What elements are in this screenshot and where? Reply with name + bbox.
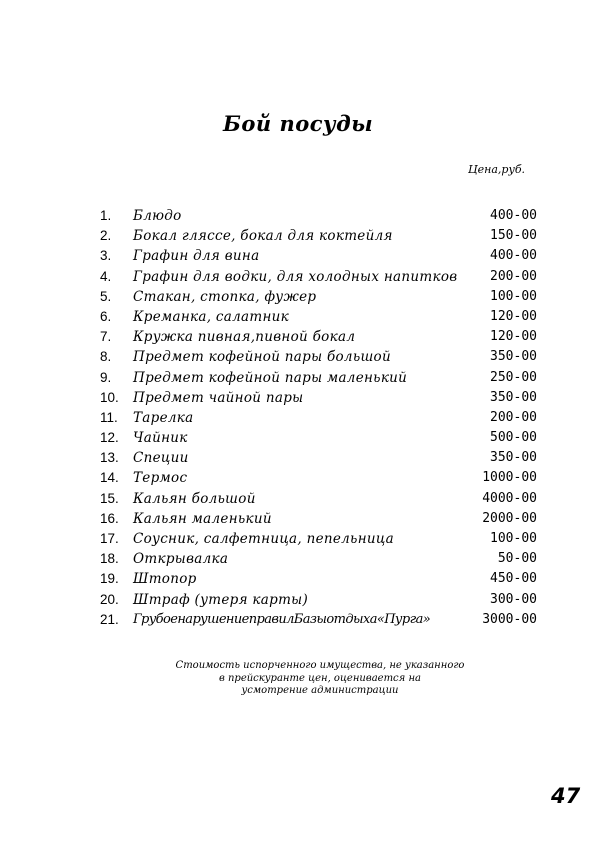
item-price: 100-00	[490, 288, 537, 304]
item-name: Блюдо	[133, 208, 182, 224]
item-number: 9.	[100, 369, 112, 385]
item-name: Графин для вина	[133, 248, 260, 265]
item-name: Штопор	[133, 571, 197, 588]
list-item	[100, 408, 537, 428]
item-price: 1000-00	[482, 470, 537, 486]
item-name: Кальян маленький	[133, 510, 272, 527]
item-price: 250-00	[490, 369, 537, 385]
footnote	[120, 660, 520, 698]
item-name: Чайник	[133, 430, 188, 447]
item-number: 19.	[100, 571, 119, 587]
item-name: Открывалка	[133, 551, 229, 568]
item-number: 8.	[100, 349, 112, 365]
item-name: Соусник, салфетница, пепельница	[133, 531, 394, 547]
list-item	[100, 206, 537, 226]
item-price: 100-00	[490, 531, 537, 546]
item-number: 3.	[100, 248, 112, 264]
item-name: Специи	[133, 450, 189, 467]
item-price: 300-00	[490, 591, 537, 607]
item-name: Стакан, стопка, фужер	[133, 288, 317, 305]
item-price: 400-00	[490, 208, 537, 223]
list-item	[100, 549, 537, 569]
list-item	[100, 529, 537, 549]
item-price: 200-00	[490, 409, 537, 425]
item-price: 150-00	[490, 228, 537, 244]
item-name: ГрубоенарушениеправилБазыотдыха«Пурга»	[133, 611, 431, 627]
page-title: Бой посуды	[222, 111, 374, 136]
item-price: 120-00	[490, 329, 537, 345]
list-item	[100, 468, 537, 488]
list-item	[100, 509, 537, 529]
list-item	[100, 327, 537, 347]
item-number: 12.	[100, 430, 119, 446]
item-number: 11.	[100, 409, 118, 425]
list-item	[100, 307, 537, 327]
item-name: Предмет кофейной пары большой	[133, 349, 391, 366]
item-price: 2000-00	[482, 510, 537, 526]
list-item	[100, 226, 537, 246]
item-name: Тарелка	[133, 409, 194, 426]
item-name: Кальян большой	[133, 490, 256, 507]
item-price: 4000-00	[482, 490, 537, 506]
item-number: 13.	[100, 450, 119, 466]
item-price: 3000-00	[482, 611, 537, 627]
list-item	[100, 569, 537, 589]
item-price: 350-00	[490, 450, 537, 466]
item-number: 6.	[100, 308, 112, 324]
item-number: 10.	[100, 389, 119, 405]
item-number: 20.	[100, 591, 119, 607]
list-item	[100, 388, 537, 408]
footnote-line: усмотрение администрации	[241, 685, 399, 696]
item-price: 50-00	[497, 551, 537, 567]
price-list	[100, 206, 537, 630]
item-number: 18.	[100, 551, 119, 567]
item-price: 500-00	[490, 430, 537, 446]
list-item	[100, 428, 537, 448]
item-number: 1.	[100, 208, 112, 223]
item-price: 200-00	[490, 268, 537, 284]
item-name: Предмет чайной пары	[133, 389, 304, 406]
list-item	[100, 448, 537, 468]
item-name: Бокал гляссе, бокал для коктейля	[133, 228, 393, 245]
item-number: 16.	[100, 510, 119, 526]
item-number: 2.	[100, 228, 112, 244]
item-name: Предмет кофейной пары маленький	[133, 369, 408, 386]
item-number: 15.	[100, 490, 119, 506]
list-item	[100, 610, 537, 630]
list-item	[100, 246, 537, 266]
list-item	[100, 489, 537, 509]
item-number: 4.	[100, 268, 112, 284]
item-name: Штраф (утеря карты)	[133, 591, 309, 608]
footnote-line: в прейскуранте цен, оценивается на	[218, 672, 422, 684]
item-name: Термос	[133, 470, 188, 487]
item-price: 450-00	[490, 571, 537, 587]
list-item	[100, 368, 537, 388]
list-item	[100, 590, 537, 610]
item-number: 14.	[100, 470, 119, 486]
footnote-line: Стоимость испорченного имущества, не указанного	[175, 660, 465, 671]
item-name: Графин для водки, для холодных напитков	[133, 268, 458, 285]
item-price: 350-00	[490, 389, 537, 405]
item-price: 120-00	[490, 308, 537, 324]
page-number: 47	[551, 784, 581, 808]
item-price: 350-00	[490, 349, 537, 365]
list-item	[100, 267, 537, 287]
item-price: 400-00	[490, 248, 537, 264]
list-item	[100, 287, 537, 307]
list-item	[100, 347, 537, 367]
price-column-header: Цена,руб.	[468, 163, 526, 176]
item-number: 17.	[100, 531, 119, 546]
item-number: 5.	[100, 288, 112, 304]
item-number: 7.	[100, 329, 112, 345]
item-number: 21.	[100, 611, 119, 627]
item-name: Креманка, салатник	[133, 308, 290, 325]
item-name: Кружка пивная,пивной бокал	[133, 329, 356, 346]
